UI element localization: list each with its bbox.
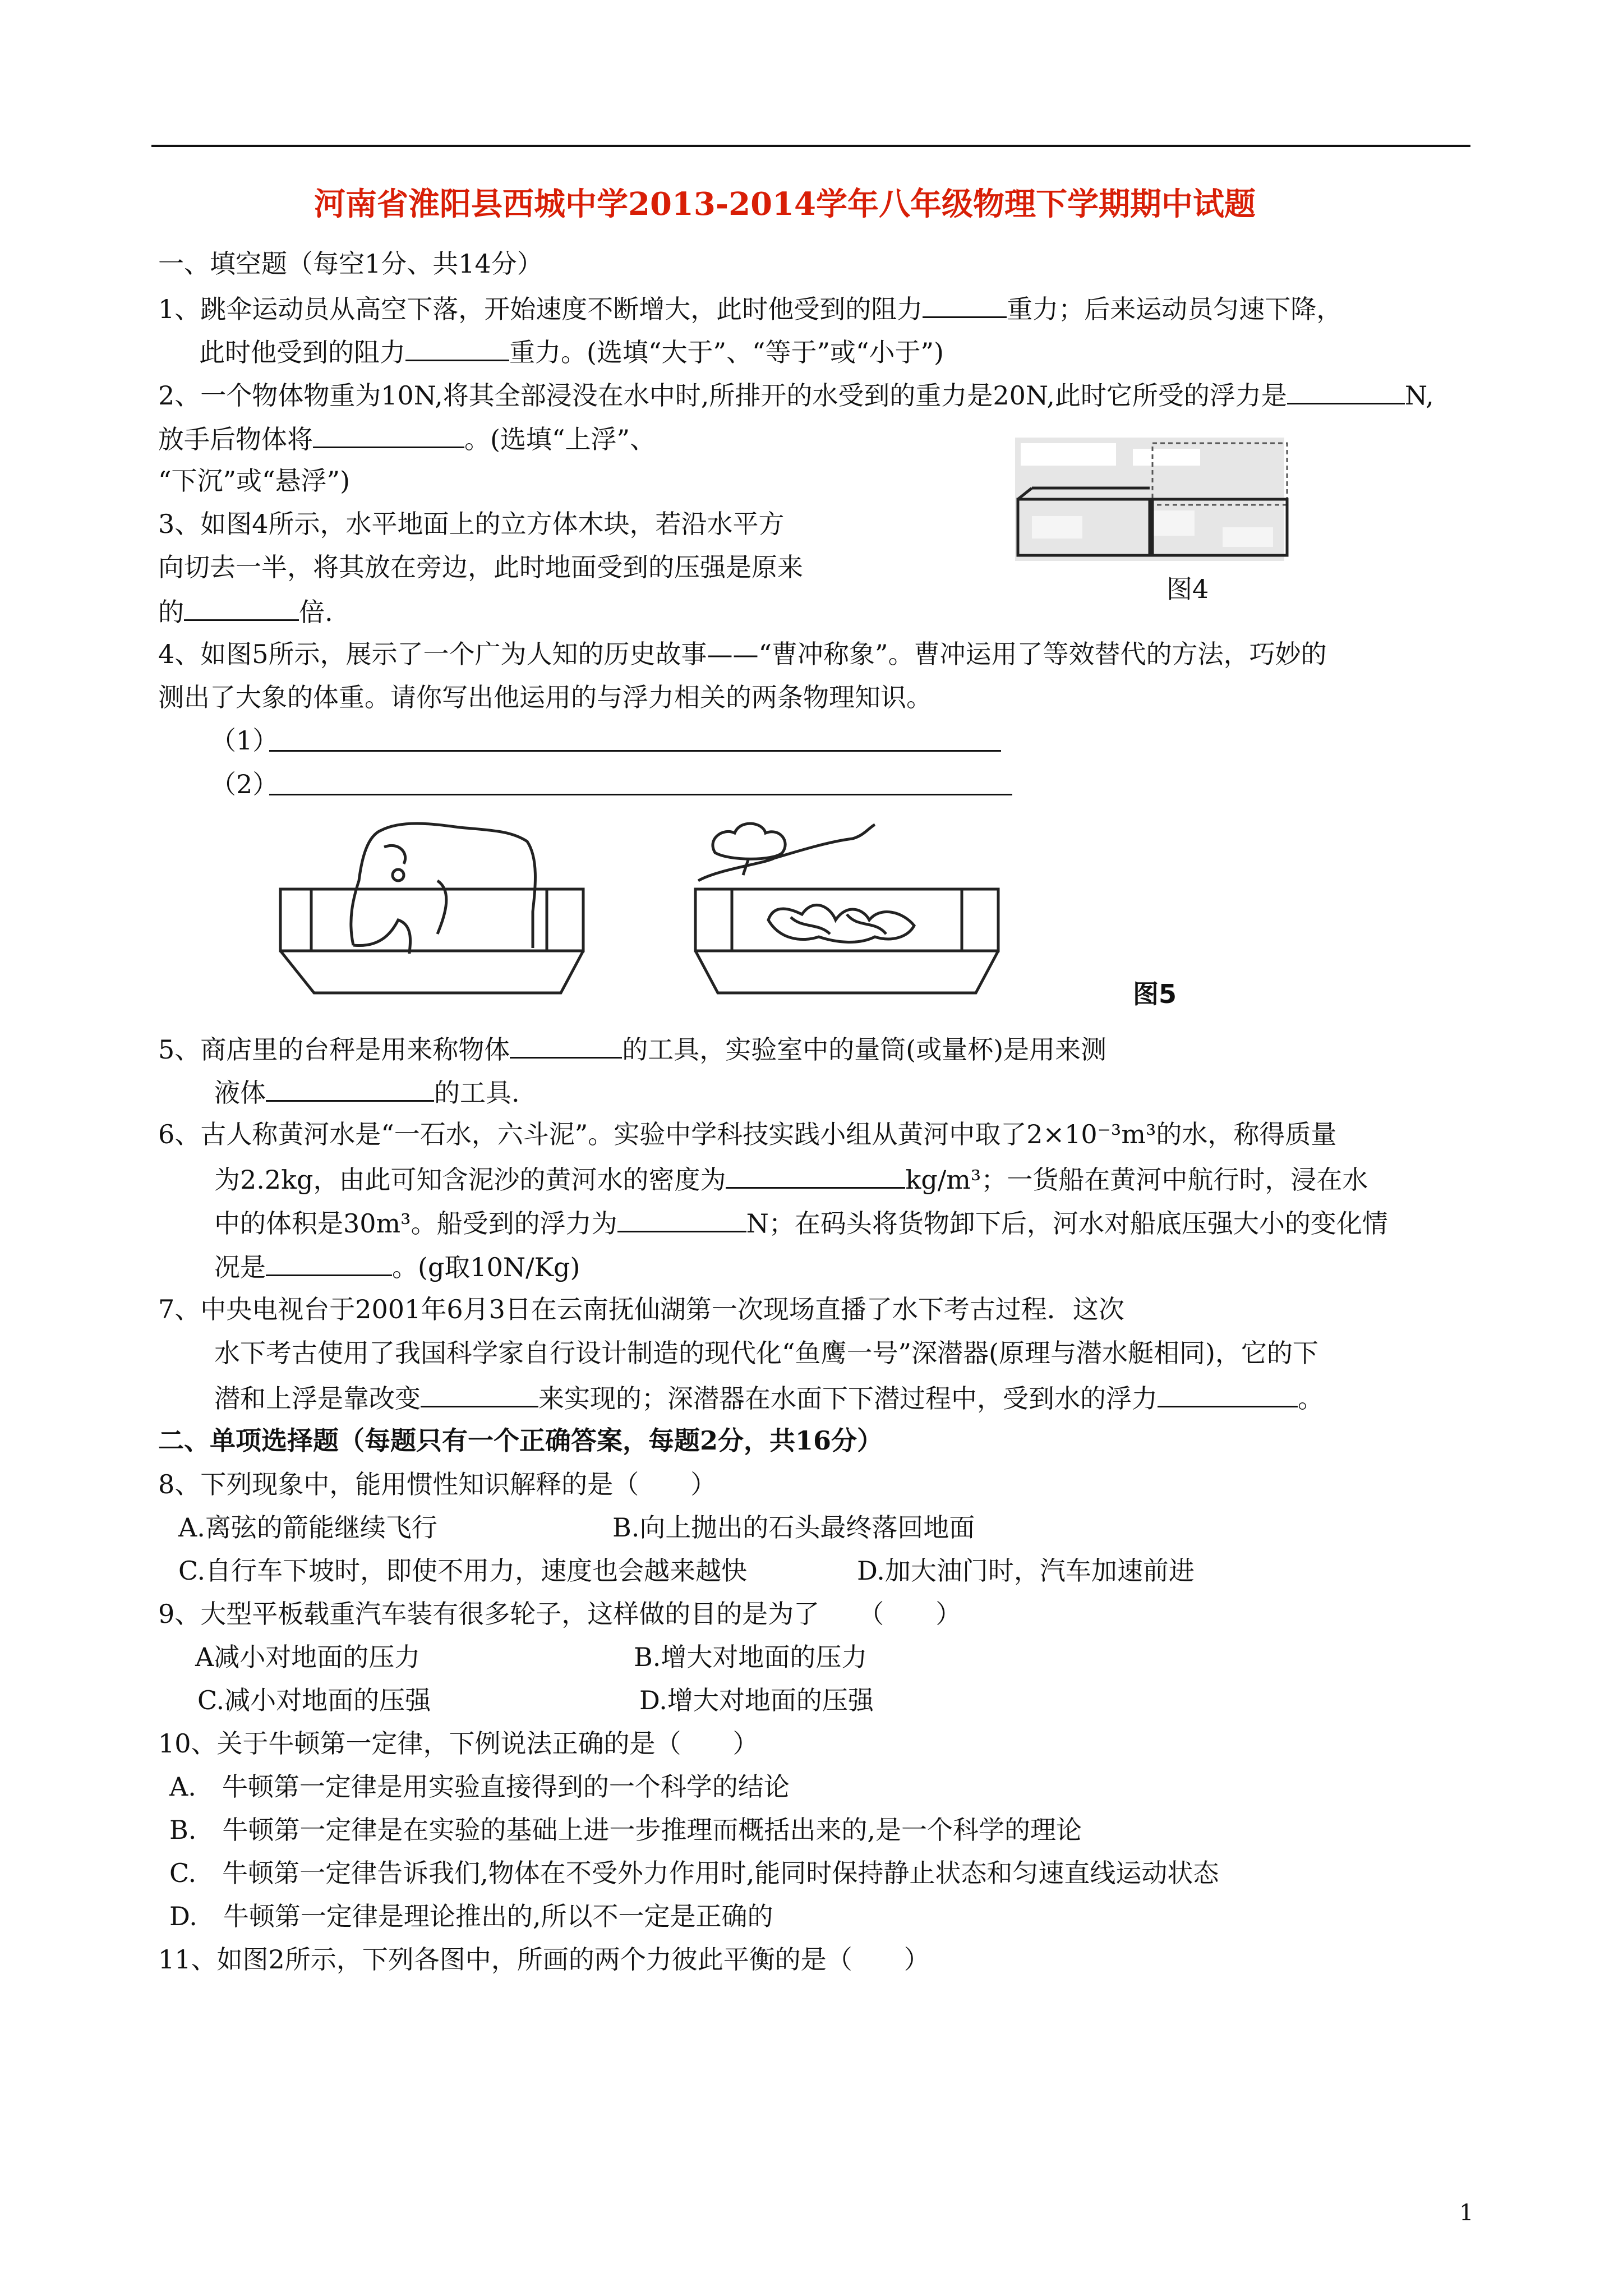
q2-text2: 放手后物体将: [158, 424, 313, 454]
q9-option-a[interactable]: A减小对地面的压力: [195, 1642, 421, 1672]
q8-option-d[interactable]: D.加大油门时，汽车加速前进: [857, 1556, 1195, 1586]
q8-option-b[interactable]: B.向上抛出的石头最终落回地面: [612, 1512, 975, 1543]
figure-5-caption: 图5: [1133, 979, 1177, 1009]
q4-item1: [210, 724, 278, 757]
q7-line3: [214, 1380, 1324, 1415]
q10-option-d[interactable]: D. 牛顿第一定律是理论推出的,所以不一定是正确的: [169, 1901, 773, 1931]
q9-option-c[interactable]: C.减小对地面的压强: [197, 1685, 431, 1715]
q3-text3a: 的: [158, 597, 184, 627]
section2-heading: 二、单项选择题（每题只有一个正确答案，每题2分，共16分）: [158, 1425, 883, 1456]
q10-option-a[interactable]: A. 牛顿第一定律是用实验直接得到的一个科学的结论: [169, 1772, 790, 1802]
q4-item2-label: （2）: [210, 769, 279, 799]
q4-line2: 测出了大象的体重。请你写出他运用的与浮力相关的两条物理知识。: [158, 682, 932, 712]
section1-heading: 一、填空题（每空1分、共14分）: [158, 249, 543, 279]
q6-text2a: 为2.2kg，由此可知含泥沙的黄河水的密度为: [214, 1165, 726, 1195]
q5-text2b: 的工具.: [434, 1078, 520, 1108]
q3-text3b: 倍.: [299, 597, 333, 627]
q3-line3: [158, 593, 333, 629]
q11-stem: 11、如图2所示，下列各图中，所画的两个力彼此平衡的是（ ）: [158, 1944, 930, 1975]
q10-option-c[interactable]: C. 牛顿第一定律告诉我们,物体在不受外力作用时,能同时保持静止状态和匀速直线运动状态: [169, 1858, 1219, 1888]
q6-line4: [214, 1249, 580, 1284]
q6-blank3[interactable]: [266, 1249, 392, 1276]
q6-text3b: N；在码头将货物卸下后，河水对船底压强大小的变化情: [746, 1208, 1388, 1239]
q3-line2: 向切去一半，将其放在旁边，此时地面受到的压强是原来: [158, 552, 803, 582]
page-title: 河南省淮阳县西城中学2013-2014学年八年级物理下学期期中试题: [314, 186, 1256, 223]
q6-blank1[interactable]: [726, 1161, 905, 1189]
q6-line1: 6、古人称黄河水是“一石水，六斗泥”。实验中学科技实践小组从黄河中取了2×10⁻³m³的水，称得质量: [158, 1119, 1337, 1149]
q7-text3a: 潜和上浮是靠改变: [214, 1383, 421, 1414]
q1-blank1[interactable]: [923, 291, 1007, 318]
q2-blank1[interactable]: [1287, 377, 1405, 404]
q1-text2: 此时他受到的阻力: [199, 337, 405, 367]
q5-text1b: 的工具，实验室中的量筒(或量杯)是用来测: [622, 1034, 1107, 1065]
q5-blank2[interactable]: [266, 1074, 434, 1102]
q4-line1: 4、如图5所示，展示了一个广为人知的历史故事——“曹冲称象”。曹冲运用了等效替代的方法，巧妙的: [158, 639, 1327, 669]
q4-item1-label: （1）: [210, 725, 279, 756]
figure-5: [269, 808, 1054, 1010]
q10-option-b[interactable]: B. 牛顿第一定律是在实验的基础上进一步推理而概括出来的,是一个科学的理论: [169, 1815, 1082, 1845]
q1-blank2[interactable]: [405, 334, 509, 361]
q2-text2-end: 。(选填“上浮”、: [464, 424, 656, 454]
q2-text: 2、一个物体物重为10N,将其全部浸没在水中时,所排开的水受到的重力是20N,此时它所受的浮力是: [158, 380, 1287, 411]
q8-option-c[interactable]: C.自行车下坡时，即使不用力，速度也会越来越快: [178, 1556, 748, 1586]
figure-4-caption: 图4: [1166, 574, 1209, 604]
q6-line2: [214, 1161, 1368, 1197]
q6-blank2[interactable]: [617, 1205, 746, 1232]
q6-text3a: 中的体积是30m³。船受到的浮力为: [214, 1208, 617, 1239]
q1-text2-end: 重力。(选填“大于”、“等于”或“小于”): [509, 337, 944, 367]
q10-stem: 10、关于牛顿第一定律，下例说法正确的是（ ）: [158, 1728, 759, 1759]
figure-5-drawing: [269, 808, 1054, 1010]
q2-line3: “下沉”或“悬浮”): [158, 466, 351, 496]
q5-line2: [214, 1074, 520, 1110]
q3-blank[interactable]: [184, 593, 299, 621]
q4-item2: [210, 767, 278, 801]
q6-text4b: 。(g取10N/Kg): [392, 1252, 580, 1282]
q6-text2b: kg/m³；一货船在黄河中航行时，浸在水: [905, 1165, 1368, 1195]
q7-text3c: 。: [1298, 1383, 1324, 1414]
q4-answer2[interactable]: [269, 794, 1012, 795]
q7-line2: 水下考古使用了我国科学家自行设计制造的现代化“鱼鹰一号”深潜器(原理与潜水艇相同)，它的下: [214, 1338, 1318, 1368]
q9-option-b[interactable]: B.增大对地面的压力: [634, 1642, 868, 1672]
figure-4-drawing: [1009, 432, 1301, 572]
q9-stem: 9、大型平板载重汽车装有很多轮子，这样做的目的是为了 （ ）: [158, 1599, 962, 1629]
q6-line3: [214, 1205, 1388, 1240]
q5-text2a: 液体: [214, 1078, 266, 1108]
q7-blank2[interactable]: [1158, 1380, 1298, 1407]
q7-blank1[interactable]: [421, 1380, 538, 1407]
q2-unit: N,: [1404, 380, 1434, 411]
q8-option-a[interactable]: A.离弦的箭能继续飞行: [178, 1512, 437, 1543]
header-rule: [151, 145, 1470, 147]
q5-line1: [158, 1031, 1106, 1066]
q8-stem: 8、下列现象中，能用惯性知识解释的是（ ）: [158, 1469, 717, 1499]
q5-text1a: 5、商店里的台秤是用来称物体: [158, 1034, 510, 1065]
q1-text-mid: 重力；后来运动员匀速下降，: [1007, 294, 1343, 324]
q4-answer1[interactable]: [269, 750, 1001, 752]
q5-blank1[interactable]: [510, 1031, 622, 1059]
q6-text4a: 况是: [214, 1252, 266, 1282]
q2-line2: [158, 421, 656, 456]
q1-line2: [199, 334, 944, 369]
q9-option-d[interactable]: D.增大对地面的压强: [639, 1685, 874, 1715]
q7-text3b: 来实现的；深潜器在水面下下潜过程中，受到水的浮力: [538, 1383, 1158, 1414]
q2-blank2[interactable]: [313, 421, 464, 448]
q1-text: 1、跳伞运动员从高空下落，开始速度不断增大，此时他受到的阻力: [158, 294, 923, 324]
q7-line1: 7、中央电视台于2001年6月3日在云南抚仙湖第一次现场直播了水下考古过程．这次: [158, 1294, 1124, 1324]
page-number: 1: [1459, 2200, 1474, 2226]
q3-line1: 3、如图4所示，水平地面上的立方体木块，若沿水平方: [158, 509, 785, 539]
figure-4: [1009, 432, 1301, 572]
q1-line1: [158, 291, 1342, 326]
q2-line1: [158, 377, 1434, 412]
